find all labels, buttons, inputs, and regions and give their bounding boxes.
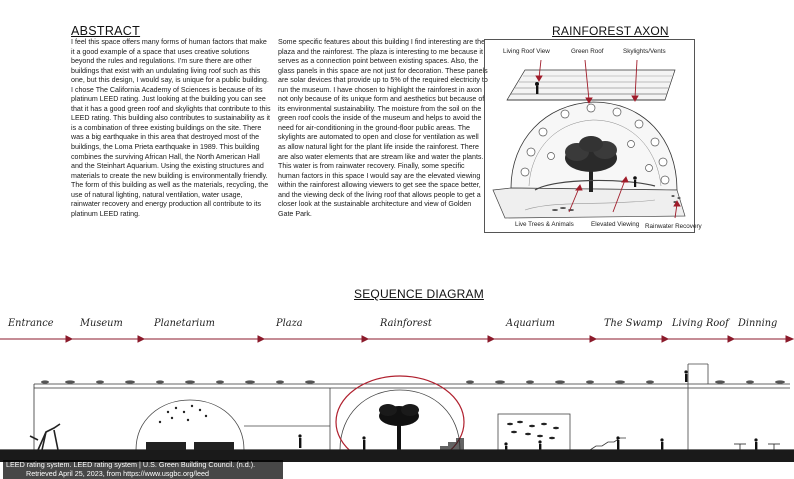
stage-aquarium: Aquarium: [506, 318, 555, 329]
sequence-arrow-line: [0, 333, 794, 345]
sequence-title: SEQUENCE DIAGRAM: [354, 287, 484, 301]
reference-line-1: LEED rating system. LEED rating system | U.S. Green Building Council. (n.d.).: [6, 460, 256, 469]
stage-the-swamp: The Swamp: [604, 318, 663, 329]
stage-dinning: Dinning: [738, 318, 778, 329]
stage-living-roof: Living Roof: [672, 318, 729, 329]
dinosaur-icon: [30, 424, 60, 450]
roof-plants: [41, 380, 785, 383]
stage-entrance: Entrance: [8, 318, 54, 329]
axon-title: RAINFOREST AXON: [552, 24, 669, 38]
reference-citation: [3, 460, 283, 479]
abstract-column-1: I feel this space offers many forms of human factors that make it a good example of a space that uses creative solutions beyond the rules and regulations. I’m sure there are other buildings that exist with an undulating living roof such as this one, but this design, I would say, is unique for a public building. I chose The California Academy of Sciences is because of its platinum LEED rating. Just looking at the building you can see that it has a good green roof and skylights that contribute to this LEED rating. This building also contributes to sustainability as it is a combination of three existing buildings on the site. There was a big earthquake in this area that destroyed most of the buildings, the Loma Prieta earthquake in 1989. This building combines the surviving African Hall, the North American Hall and the Steinhart Aquarium. Using the existing structures and materials to create the new building is environmentally friendly. The form of this building as well as the materials, recycling, the use of natural lighting, natural ventilation, water usage, rainwater recovery and energy production all contribute to its platinum LEED rating.: [71, 38, 271, 218]
building-section: [0, 350, 794, 462]
label-rainwater-recovery: Rainwater Recovery: [645, 223, 702, 230]
label-elevated-viewing: Elevated Viewing: [591, 221, 640, 228]
label-living-roof-view: Living Roof View: [503, 48, 550, 55]
rainforest-tree-icon: [379, 404, 419, 450]
aquarium-tank: [498, 414, 570, 450]
label-skylights: Skylights/Vents: [623, 48, 666, 55]
label-green-roof: Green Roof: [571, 48, 604, 55]
stage-planetarium: Planetarium: [154, 318, 215, 329]
reference-line-2: Retrieved April 25, 2023, from https://www.usgbc.org/leed: [26, 469, 209, 478]
abstract-column-2: Some specific features about this building I find interesting are the plaza and the rainforest. The plaza is interesting to me because it serves as a connection point between existing spaces. Also, the glass panels in this space are not just for decoration. These panels are solar devices that provide up to 5% of the required electricity to run the museum. I have chosen to highlight the rainforest in axon not only because of its unique form and aesthetics but because of its environmental sustainability. The moisture from the soil on the green roof cools the inside of the museum and helps to avoid the need for air-conditioning in the ground-floor public areas. The skylights are automated to open and close for ventilation as well as allow natural light for the plant life inside the rainforest. There are also water elements that are stream like and water the plants. This water is from rainwater recovery. Finally, some specific human factors in this space I would say are the elevated viewing within the rainforest allowing viewers to get see the space better, and the viewing deck of the living roof that allows people to get a closer look at the sustainable architecture and view of Golden Gate Park.: [278, 38, 488, 218]
stage-museum: Museum: [80, 318, 123, 329]
axon-drawing: [485, 40, 694, 232]
label-live-trees: Live Trees & Animals: [515, 221, 574, 228]
stage-plaza: Plaza: [276, 318, 303, 329]
stage-rainforest: Rainforest: [380, 318, 432, 329]
abstract-title: ABSTRACT: [71, 24, 141, 38]
axon-frame: [484, 39, 702, 233]
